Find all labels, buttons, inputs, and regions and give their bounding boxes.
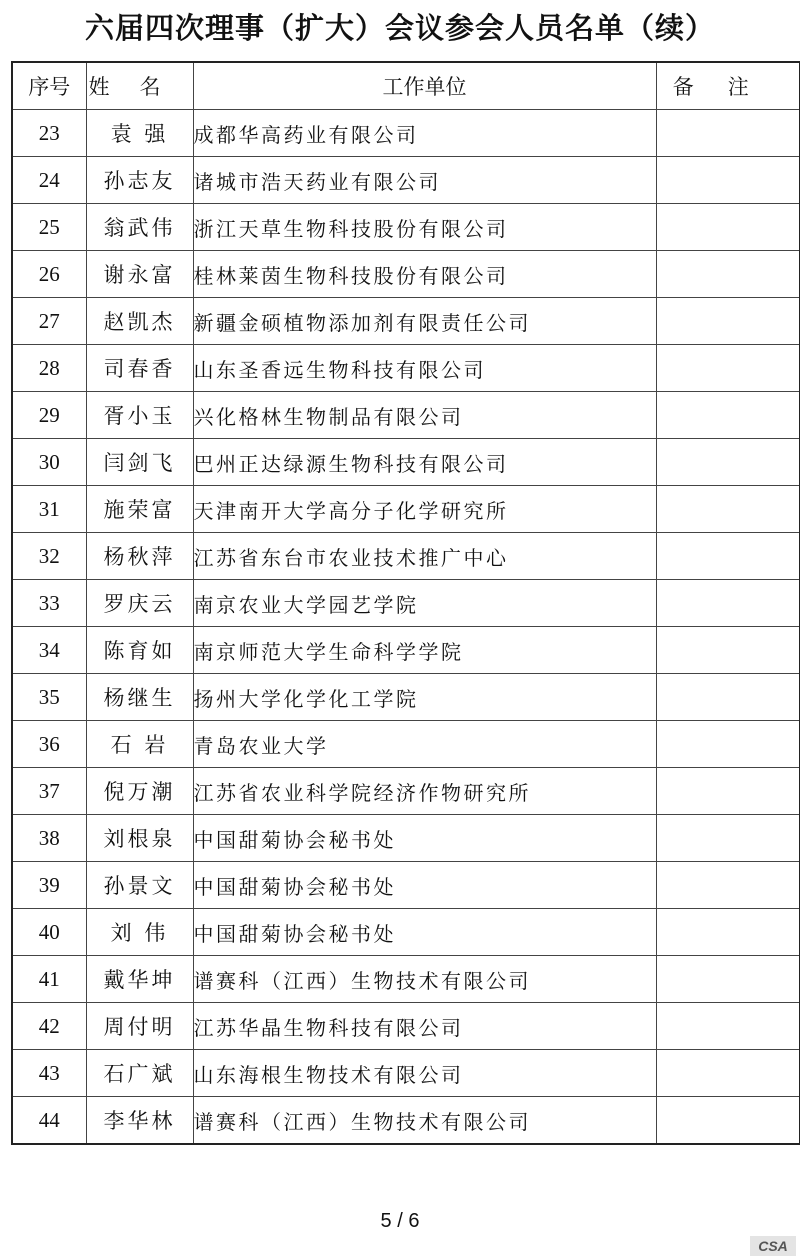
row-num: 35 [12, 674, 86, 721]
row-unit: 山东圣香远生物科技有限公司 [193, 345, 656, 392]
row-note [656, 486, 800, 533]
row-note [656, 674, 800, 721]
row-unit: 天津南开大学高分子化学研究所 [193, 486, 656, 533]
row-num: 30 [12, 439, 86, 486]
row-note [656, 251, 800, 298]
row-note [656, 909, 800, 956]
row-unit: 山东海根生物技术有限公司 [193, 1050, 656, 1097]
row-name: 司春香 [86, 345, 193, 392]
row-note [656, 204, 800, 251]
row-note [656, 157, 800, 204]
row-num: 29 [12, 392, 86, 439]
table-row [12, 1097, 800, 1145]
row-name: 石广斌 [86, 1050, 193, 1097]
row-note [656, 580, 800, 627]
table-row [12, 157, 800, 204]
table-row [12, 1003, 800, 1050]
row-note [656, 956, 800, 1003]
row-num: 43 [12, 1050, 86, 1097]
row-name: 杨秋萍 [86, 533, 193, 580]
row-note [656, 345, 800, 392]
row-note [656, 627, 800, 674]
row-num: 34 [12, 627, 86, 674]
table-row [12, 439, 800, 486]
row-num: 31 [12, 486, 86, 533]
row-unit: 谱赛科（江西）生物技术有限公司 [193, 1097, 656, 1145]
header-name: 姓名 [86, 62, 193, 110]
row-num: 27 [12, 298, 86, 345]
table-row [12, 815, 800, 862]
row-num: 40 [12, 909, 86, 956]
table-row [12, 345, 800, 392]
table-row [12, 580, 800, 627]
attendee-table [11, 61, 800, 1145]
row-unit: 兴化格林生物制品有限公司 [193, 392, 656, 439]
row-unit: 中国甜菊协会秘书处 [193, 815, 656, 862]
row-note [656, 439, 800, 486]
row-note [656, 1003, 800, 1050]
row-unit: 江苏省农业科学院经济作物研究所 [193, 768, 656, 815]
table-row [12, 392, 800, 439]
row-name: 陈育如 [86, 627, 193, 674]
row-note [656, 392, 800, 439]
table-row [12, 486, 800, 533]
row-unit: 青岛农业大学 [193, 721, 656, 768]
row-name: 罗庆云 [86, 580, 193, 627]
row-num: 39 [12, 862, 86, 909]
page-number: 5 / 6 [380, 1210, 420, 1232]
table-body [12, 110, 800, 1145]
row-num: 42 [12, 1003, 86, 1050]
row-note [656, 768, 800, 815]
row-name: 杨继生 [86, 674, 193, 721]
row-num: 28 [12, 345, 86, 392]
row-name: 施荣富 [86, 486, 193, 533]
table-row [12, 298, 800, 345]
row-name: 孙景文 [86, 862, 193, 909]
row-note [656, 815, 800, 862]
row-num: 41 [12, 956, 86, 1003]
row-name: 赵凯杰 [86, 298, 193, 345]
row-name: 李华林 [86, 1097, 193, 1145]
row-name: 周付明 [86, 1003, 193, 1050]
row-name: 石 岩 [86, 721, 193, 768]
row-unit: 南京农业大学园艺学院 [193, 580, 656, 627]
row-note [656, 298, 800, 345]
table-row [12, 110, 800, 157]
row-name: 倪万潮 [86, 768, 193, 815]
row-note [656, 721, 800, 768]
table-row [12, 627, 800, 674]
row-unit: 南京师范大学生命科学学院 [193, 627, 656, 674]
table-header-row [12, 62, 800, 110]
table-row [12, 768, 800, 815]
row-unit: 中国甜菊协会秘书处 [193, 862, 656, 909]
row-num: 25 [12, 204, 86, 251]
table-row [12, 721, 800, 768]
row-name: 刘 伟 [86, 909, 193, 956]
row-unit: 桂林莱茵生物科技股份有限公司 [193, 251, 656, 298]
header-unit: 工作单位 [193, 62, 656, 110]
row-num: 24 [12, 157, 86, 204]
table-row [12, 204, 800, 251]
header-num: 序号 [12, 62, 86, 110]
row-name: 翁武伟 [86, 204, 193, 251]
table-row [12, 251, 800, 298]
row-unit: 浙江天草生物科技股份有限公司 [193, 204, 656, 251]
row-unit: 成都华高药业有限公司 [193, 110, 656, 157]
row-name: 闫剑飞 [86, 439, 193, 486]
row-num: 37 [12, 768, 86, 815]
header-note: 备注 [656, 62, 800, 110]
row-unit: 巴州正达绿源生物科技有限公司 [193, 439, 656, 486]
row-unit: 江苏华晶生物科技有限公司 [193, 1003, 656, 1050]
row-name: 戴华坤 [86, 956, 193, 1003]
row-unit: 中国甜菊协会秘书处 [193, 909, 656, 956]
table-row [12, 1050, 800, 1097]
row-unit: 新疆金硕植物添加剂有限责任公司 [193, 298, 656, 345]
row-note [656, 862, 800, 909]
table-row [12, 956, 800, 1003]
row-note [656, 110, 800, 157]
page-title: 六届四次理事（扩大）会议参会人员名单（续） [84, 11, 715, 45]
table-row [12, 909, 800, 956]
row-num: 38 [12, 815, 86, 862]
table-row [12, 862, 800, 909]
row-num: 32 [12, 533, 86, 580]
row-name: 胥小玉 [86, 392, 193, 439]
row-note [656, 533, 800, 580]
row-name: 袁 强 [86, 110, 193, 157]
row-num: 26 [12, 251, 86, 298]
row-num: 23 [12, 110, 86, 157]
row-unit: 诸城市浩天药业有限公司 [193, 157, 656, 204]
row-name: 刘根泉 [86, 815, 193, 862]
row-unit: 江苏省东台市农业技术推广中心 [193, 533, 656, 580]
row-name: 孙志友 [86, 157, 193, 204]
row-name: 谢永富 [86, 251, 193, 298]
table-row [12, 674, 800, 721]
row-unit: 谱赛科（江西）生物技术有限公司 [193, 956, 656, 1003]
row-note [656, 1050, 800, 1097]
row-num: 36 [12, 721, 86, 768]
csa-logo: CSA [750, 1236, 796, 1256]
row-note [656, 1097, 800, 1145]
table-row [12, 533, 800, 580]
row-unit: 扬州大学化学化工学院 [193, 674, 656, 721]
row-num: 33 [12, 580, 86, 627]
row-num: 44 [12, 1097, 86, 1145]
